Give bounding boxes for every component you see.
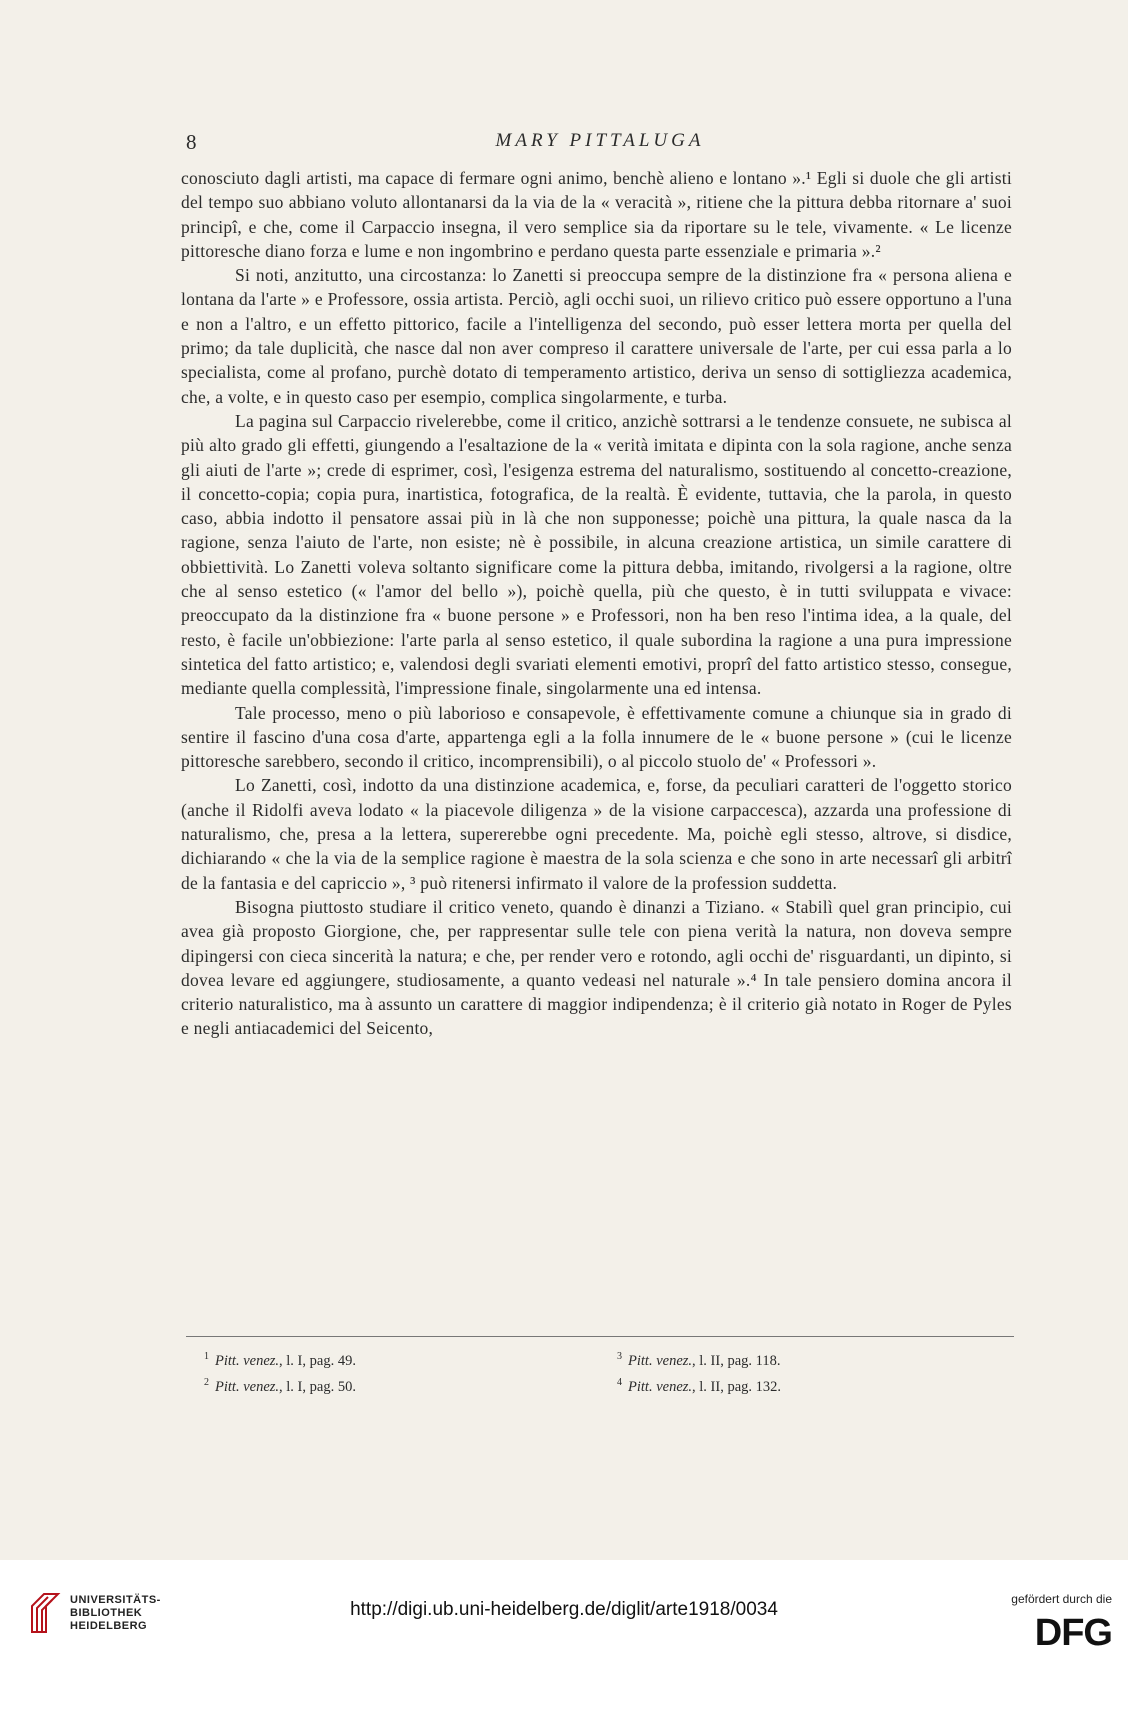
running-head: MARY PITTALUGA: [495, 130, 705, 151]
paragraph: Lo Zanetti, così, indotto da una distinzione academica, e, forse, da peculiari caratteri de l'oggetto storico (anche il Ridolfi aveva lodato « la piacevole diligenza » de la visione carpaccesca), azzarda una professione di naturalismo, che, presa a la lettera, supererebbe ogni precedente. Ma, poichè egli stesso, altrove, si disdice, dichiarando « che la via de la semplice ragione è maestra de la sola scienza e che sono in arte necessarî gli arbitrî de la fantasia e del capriccio », ³ può ritenersi infirmato il valore de la profession suddetta.: [181, 775, 1012, 893]
page-number: 8: [186, 130, 197, 154]
footnote-3: $^3$ Pitt. venez., l. II, pag. 118.: [617, 1351, 781, 1369]
paragraph: conosciuto dagli artisti, ma capace di fermare ogni animo, benchè alieno e lontano ».¹ Egli si duole che gli artisti del tempo suo abbiano voluto allontanarsi da la via de la « veracità », ritiene che la pittura debba ritornare a' suoi principî, e che, come il Carpaccio insegna, il vero semplice sia da riportare su le tele, vivamente. « Le licenze pittoresche diano forza e lume e non ingombrino e perdano questa parte essenziale e primaria ».²: [181, 168, 1012, 261]
paragraph: Bisogna piuttosto studiare il critico veneto, quando è dinanzi a Tiziano. « Stabilì quel gran principio, cui avea già proposto Giorgione, che, per rappresentar sulle tele con piena verità la natura, non doveva sempre dipingersi con cieca sincerità la natura; e che, per render vero e rotondo, agli occhi de' risguardanti, un dipinto, si dovea levare ed aggiungere, studiosamente, a quanto vedeasi nel naturale ».⁴ In tale pensiero domina ancora il criterio naturalistico, ma à assunto un carattere di maggior indipendenza; è il criterio già notato in Roger de Pyles e negli antiacademici del Seicento,: [181, 896, 1012, 1039]
footnote-1: $^1$ Pitt. venez., l. I, pag. 49.: [204, 1351, 356, 1369]
paragraph: La pagina sul Carpaccio rivelerebbe, come il critico, anzichè sottrarsi a le tendenze consuete, ne subisca al più alto grado gli effetti, giungendo a l'esaltazione de la « verità imitata e dipinta con la sola ragione, anche senza gli aiuti de l'arte »; crede di esprimer, così, l'esigenza estrema del naturalismo, sostituendo al concetto-creazione, il concetto-copia; copia pura, inartistica, fotografica, de la realtà. È evidente, tuttavia, che la parola, in questo caso, abbia indotto il pensatore assai più in là che non supponesse; poichè una pittura, la quale nasca da la ragione, senza l'aiuto de l'arte, non esiste; nè è possibile, in alcuna creazione artistica, un simile carattere di obbiettività. Lo Zanetti voleva soltanto significare come la pittura debba, imitando, rivolgersi a la ragione, oltre che al senso estetico (« l'amor del bello »), poichè quella, più che questo, è in tutti sviluppata e vivace: preoccupato da la distinzione fra « buone persone » e Professori, non ha ben reso l'intima idea, a la quale, del resto, è facile un'obbiezione: l'arte parla al senso estetico, il quale subordina la ragione a una pura impressione sintetica del fatto artistico; e, valendosi degli svariati elementi emotivi, proprî del fatto artistico stesso, consegue, mediante quella complessità, l'impressione finale, singolarmente una ed intensa.: [181, 410, 1012, 699]
footer-bar: [0, 1560, 1128, 1724]
body-text: [181, 166, 1012, 1324]
page-url-link[interactable]: http://digi.ub.uni-heidelberg.de/diglit/arte1918/0034: [350, 1599, 778, 1620]
library-name: UNIVERSITÄTS- BIBLIOTHEK HEIDELBERG: [70, 1594, 161, 1632]
paragraph: Tale processo, meno o più laborioso e consapevole, è effettivamente comune a chiunque sia in grado di sentire il fascino d'una cosa d'arte, appartenga egli a la folla innumere de le « buone persone » (cui le licenze pittoresche sarebbero, secondo il critico, incomprensibili), o al piccolo stuolo de' « Professori ».: [181, 702, 1012, 772]
footnotes: [204, 1346, 1014, 1396]
footnote-2: $^2$ Pitt. venez., l. I, pag. 50.: [204, 1376, 356, 1395]
paragraph: Si noti, anzitutto, una circostanza: lo Zanetti si preoccupa sempre de la distinzione fra « persona aliena e lontana da l'arte » e Professore, ossia artista. Perciò, agli occhi suoi, un rilievo critico può essere opportuno a l'una e non a l'altro, e un effetto pittorico, facile a l'intelligenza del secondo, può esser lettera morta per quella del primo; da tale duplicità, che nasce dal non aver compreso il carattere universale de l'arte, per cui essa parla a lo specialista, come al profano, purchè dotato di temperamento artistico, deriva un senso di sottigliezza academica, che, a volte, e in questo caso per esempio, complica singolarmente, e turba.: [181, 265, 1012, 407]
footnote-column-left: [204, 1346, 584, 1398]
funding-label: gefördert durch die: [1011, 1592, 1112, 1606]
dfg-logo: DFG: [1034, 1612, 1112, 1654]
footnote-column-right: [617, 1346, 997, 1398]
footnote-4: $^4$ Pitt. venez., l. II, pag. 132.: [617, 1376, 782, 1395]
footnote-divider: [186, 1336, 1014, 1337]
page-header: [186, 130, 1014, 158]
